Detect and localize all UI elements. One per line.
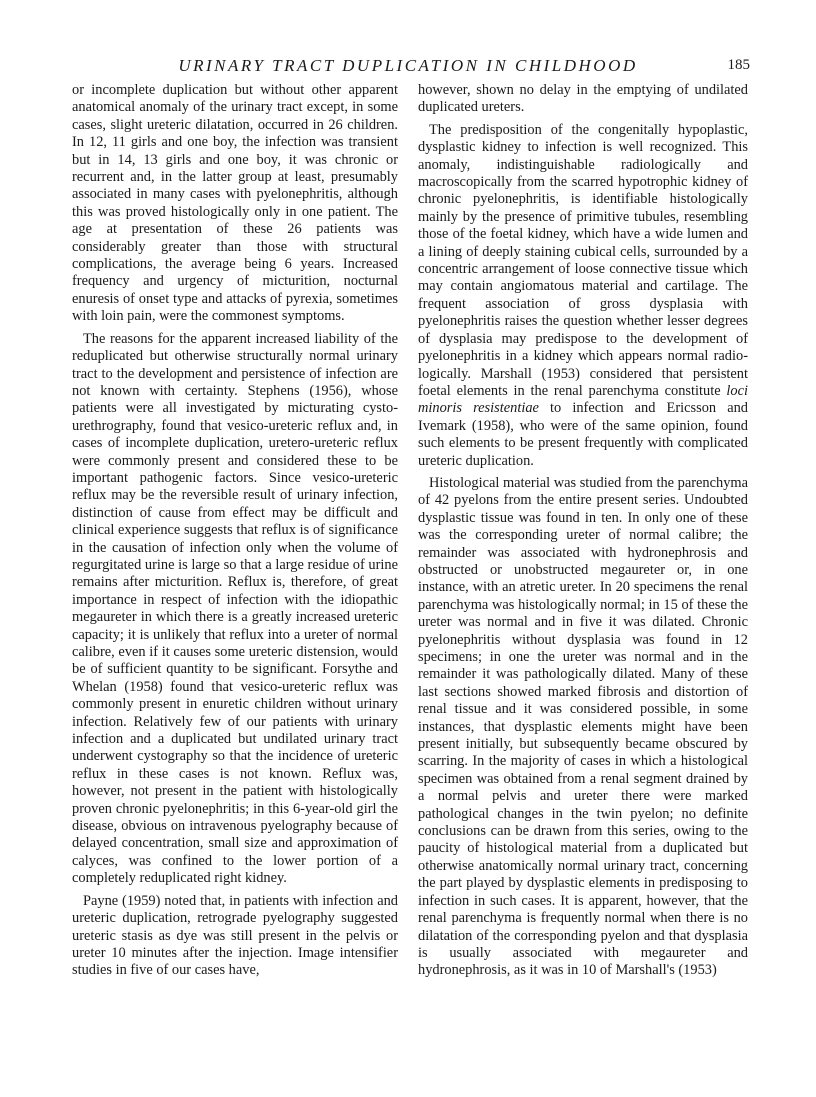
paragraph: [418, 122, 748, 470]
page-number: 185: [727, 57, 750, 73]
paragraph: Payne (1959) noted that, in patients with infection and ureteric duplication, retrograde pyelography suggested ureteric stasis as dye was still present in the pelvis or ureter 10 minutes after the injection. Image intensifier studies in five of our cases have,: [72, 892, 398, 979]
right-column: [418, 82, 748, 985]
paragraph: or incomplete duplication but without other apparent anatomical anomaly of the urinary tract except, in some cases, slight ureteric dilatation, occurred in 26 children. In 12, 11 girls and one boy, the infection was transient but in 14, 13 girls and one boy, it was chronic or recurrent and, in the latter group at least, presumably associated in many cases with pyelonephritis, although this was proved histologically only in one patient. The age at presentation of these 26 patients was considerably greater than those with structural complications, the average being 6 years. Increased frequency and urgency of micturition, nocturnal enuresis of onset type and attacks of pyrexia, sometimes with loin pain, were the commonest symptoms.: [72, 82, 398, 325]
italic-term: loci minoris resistentiae: [418, 382, 748, 417]
text-run: The predisposition of the congenitally hypoplastic, dysplastic kidney to infection is well recognized. This anomaly, indistinguishable radiologically and macroscopically from the scarred hypotrophic kidney of chronic pyelonephritis, is identifiable histologically mainly by the presence of primitive tubules, resembling those of the foetal kidney, which have a wide lumen and a lining of deeply staining cubical cells, surrounded by a concentric arrangement of loose connective tissue which may contain angiomatous material and cartilage. The frequent association of gross dysplasia with pyelonephritis raises the question whether lesser degrees of dysplasia may predispose to the development of pyelonephritis in a kidney which appears normal radiologically. Marshall (1953) considered that persistent foetal elements in the renal parenchyma constitute: [418, 121, 748, 399]
left-column: [72, 82, 398, 985]
running-header: [0, 56, 816, 82]
paragraph: Histological material was studied from the parenchyma of 42 pyelons from the entire present series. Undoubted dysplastic tissue was found in ten. In only one of these was the corresponding ureter of normal calibre; the remainder was associated with hydronephrosis and obstructed or unobstructed megaureter or, in one instance, with an atretic ureter. In 20 specimens the renal parenchyma was histologically normal; in 15 of these the ureter was normal and in five it was dilated. Chronic pyelonephritis without dysplasia was found in 12 specimens; in one the ureter was normal and in the remainder it was pathologically dilated. Many of these last sections showed marked fibrosis and distortion of renal tissue and it was considered possible, in some instances, that dysplastic elements might have been present initially, but subsequently became obscured by scarring. In the majority of cases in which a histological specimen was obtained from a renal segment drained by a normal pelvis and ureter there were marked pathological changes in the twin pyelon; no definite conclusions can be drawn from this series, owing to the paucity of histological material from a duplicated but otherwise anatomically normal urinary tract, concerning the part played by dysplastic elements in predisposing to infection in such cases. It is apparent, however, that the renal parenchyma is frequently normal when there is no dilatation of the corresponding pyelon and that dysplasia is usually associated with megaureter and hydronephrosis, as it was in 10 of Marshall's (1953): [418, 474, 748, 979]
running-title: URINARY TRACT DUPLICATION IN CHILDHOOD: [178, 56, 638, 75]
text-run: to infection and Ericsson and Ivemark (1958), who were of the same opinion, found such elements to be present frequently with complicated ureteric duplication.: [418, 400, 748, 469]
paragraph: however, shown no delay in the emptying of undilated duplicated ureters.: [418, 82, 748, 116]
paragraph: The reasons for the apparent increased liability of the reduplicated but otherwise structurally normal urinary tract to the development and persistence of infection are not known with certainty. Stephens (1956), whose patients were all investigated by micturating cysto-urethrography, found that vesico-ureteric reflux and, in cases of incomplete duplication, uretero-ureteric reflux were commonly present and considered these to be important pathogenic factors. Since vesico-ureteric reflux may be the reversible result of urinary infection, distinction of cause from effect may be difficult and clinical experience suggests that reflux is of significance in the causation of infection only when the volume of regurgitated urine is large so that a large residue of urine remains after micturition. Reflux is, therefore, of great importance in respect of infection with the idiopathic megaureter in which there is a greatly increased ureteric capacity; it is unlikely that reflux into a ureter of normal calibre, even if it causes some ureteric distension, would be of sufficient quantity to be significant. Forsythe and Whelan (1958) found that vesico-ureteric reflux was commonly present in enuretic children without urinary infection. Relatively few of our patients with urinary infection and a duplicated but undilated urinary tract underwent cystography so that the incidence of ureteric reflux in these cases is not known. Reflux was, however, not present in the patient with histologically proven chronic pyelonephritis; in this 6-year-old girl the disease, obvious on intravenous pyelography because of delayed concentration, small size and approximation of calyces, was confined to the lower portion of a completely reduplicated right kidney.: [72, 330, 398, 887]
